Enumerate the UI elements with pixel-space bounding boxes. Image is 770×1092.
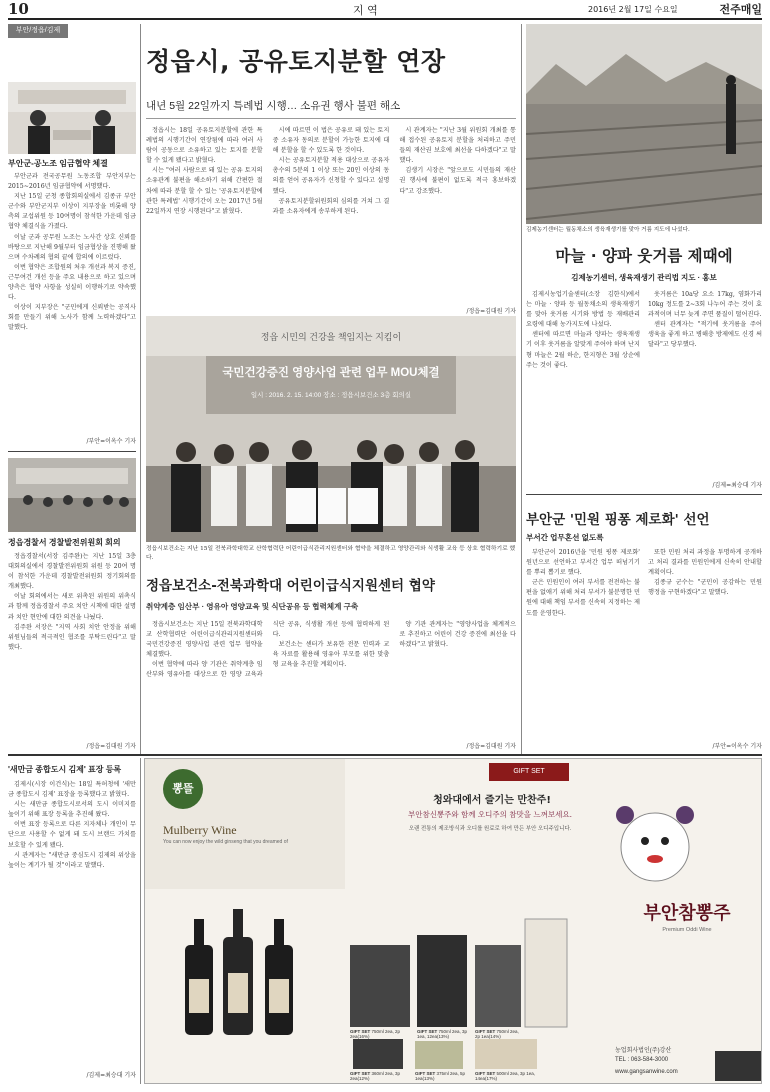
- page-header: [8, 0, 762, 20]
- wine-english-name: Mulberry Wine: [163, 823, 237, 837]
- police-meeting-photo: [8, 458, 136, 532]
- company-name: 농업회사법인(주)강산: [615, 1048, 672, 1054]
- story5-body: 부안군이 2016년을 '민원 핑퐁 제로화' 원년으로 선언하고 부서간 업무 떠넘기기를 뿌리 뽑기로 했다. 군은 민원인이 여러 부서를 전전하는 불편을 없애기 위해 처리 부서가 불분명한 민원에 대해 책임 부서를 신속히 지정하는 제도를 운영한다. 또한 민원 처리 과정을 투명하게 공개하고 처리 결과를 민원인에게 신속히 안내할 계획이다. 김종규 군수는 "군민이 공감하는 민원 행정을 구현하겠다"고 말했다.: [526, 549, 762, 617]
- wine-advertisement: [144, 758, 762, 1084]
- wine-tagline: You can now enjoy the wild ginseng that you dreamed of: [163, 839, 288, 845]
- banner-title: 국민건강증진 영양사업 관련 업무 MOU체결: [222, 367, 440, 379]
- banner-top-text: 정읍 시민의 건강을 책임지는 지킴이: [260, 332, 402, 342]
- issue-date: 2016년 2월 17일 수요일: [588, 5, 678, 14]
- product-spec-label: GIFT SET 750ml 2ea, 3p 1ea, 12ea(13%): [417, 1029, 468, 1039]
- main-story-byline: /정읍=김대원 기자: [466, 308, 516, 315]
- gift-set-ribbon: GIFT SET: [489, 763, 569, 781]
- product-spec-label: GIFT SET 360ml 2ea, 3p 2ea(12%): [350, 1071, 401, 1081]
- brand-logo: 뽕뜰: [163, 769, 203, 809]
- divider: [526, 494, 762, 495]
- section-divider: [8, 754, 762, 756]
- website-link[interactable]: www.gangsanwine.com: [615, 1069, 678, 1075]
- divider: [146, 118, 516, 119]
- field-photo-caption: 김제농기센터는 월동채소의 생육재생기를 맞아 거름 지도에 나섰다.: [526, 227, 690, 233]
- labor-agreement-photo: [8, 82, 136, 154]
- ad-headline: 청와대에서 즐기는 만찬주!: [433, 795, 551, 806]
- brand-english: Premium Oddi Wine: [662, 927, 712, 933]
- story3-byline: /정읍=김대원 기자: [466, 743, 516, 750]
- masthead: 전주매일: [719, 3, 762, 16]
- column-rule: [140, 24, 141, 754]
- sidebar-story1-byline: /부안=이옥수 기자: [86, 438, 136, 445]
- story3-subhead: 취약계층 임산부 · 영유아 영양교육 및 식단공유 등 협력체계 구축: [146, 602, 359, 611]
- story5-byline: /부안=이옥수 기자: [712, 743, 762, 750]
- story3-headline: 정읍보건소-전북과학대 어린이급식지원센터 협약: [146, 578, 435, 594]
- main-subhead: 내년 5월 22일까지 특례법 시행… 소유권 행사 불편 해소: [146, 100, 401, 112]
- section-tag: 부안/정읍/김제: [8, 24, 68, 38]
- sidebar-story1-caption: 부안군-공노조 임금협약 체결: [8, 159, 108, 168]
- section-title: 지 역: [353, 4, 378, 17]
- field-fertilizer-photo: [526, 24, 762, 224]
- product-spec-label: GIFT SET 500ml 2ea, 3p 1ea, 14ea(17%): [475, 1071, 536, 1081]
- sidebar-story2-byline: /정읍=김대원 기자: [86, 743, 136, 750]
- calligraphy-brand: 부안참뽕주: [643, 903, 731, 924]
- main-headline: 정읍시, 공유토지분할 연장: [146, 47, 446, 76]
- phone-number: TEL : 063-584-3000: [615, 1057, 669, 1063]
- story4-body: 김제시농업기술센터(소장 김한식)에서는 마늘 · 양파 등 월동채소의 생육재생기를 맞아 웃거름 시기와 방법 등 재배관리 요령에 대해 농가지도에 나섰다. 센터에 따르면 마늘과 양파는 생육재생기 이후 웃거름을 알맞게 주어야 하며 난지형 마늘은 2월 하순, 한지형은 3월 상순에 주는 것이 좋다. 웃거름은 10a당 요소 17kg, 염화가리 10kg 정도를 2~3회 나누어 주는 것이 효과적이며 너무 늦게 주면 품질이 떨어진다. 센터 관계자는 "적기에 웃거름을 주어 생육을 좋게 하고 병해충 방제에도 신경 써 달라"고 당부했다.: [526, 291, 762, 369]
- story6-byline: /김제=최승대 기자: [86, 1072, 136, 1079]
- sidebar-story2-body: 정읍경찰서(서장 김주완)는 지난 15일 3층 대회의실에서 경찰발전위원회 위원 등 20여 명이 참석한 가운데 경찰발전위원회 정기회의를 개최했다. 이날 회의에서는 새로 위촉된 위원의 위촉식과 함께 정읍경찰서 주요 치안 시책에 대한 설명과 치안 현안에 대한 의견을 나눴다. 김주완 서장은 "지역 사회 치안 안정을 위해 위원님들의 적극적인 협조를 부탁드린다"고 말했다.: [8, 553, 136, 651]
- product-spec-label: GIFT SET 750ml 2ea, 2p 1ea(14%): [475, 1029, 519, 1039]
- main-story-body: 정읍시는 18일 공유토지분할에 관한 특례법의 시행기간이 연장됨에 따라 여러 사람이 공동으로 소유하고 있는 토지를 분할할 수 있게 됐다고 밝혔다. 시는 "여러 사람으로 돼 있는 공유 토지의 소유관계 불편을 해소하기 위해 간편한 절차에 따라 분할 할 수 있는 '공유토지분할에 관한 특례법' 시행기간이 오는 2017년 5월 22일까지 연장 시행된다"고 밝혔다. 시에 따르면 이 법은 공유로 돼 있는 토지 중 소유자 동의로 분할이 가능한 토지에 대해 분할을 할 수 있도록 한 것이다. 시는 공유토지분할 적용 대상으로 공유자 총수의 5분의 1 이상 또는 20인 이상의 동의를 얻어 공유자가 신청할 수 있다고 설명했다. 공유토지분할위원회의 심의를 거쳐 그 결과를 소유자에게 송부하게 된다. 시 관계자는 "지난 3월 위원회 개최를 통해 접수된 공유토지 분할을 처리하고 주민들의 재산권 보호에 최선을 다하겠다"고 말했다. 김생기 시장은 "앞으로도 시민들의 재산권 행사에 불편이 없도록 적극 홍보하겠다"고 강조했다.: [146, 127, 516, 215]
- story4-headline: 마늘 · 양파 웃거름 제때에: [555, 247, 733, 265]
- story6-body: 김제시(시장 이건식)는 18일 특허청에 '새만금 종합도시 김제' 표장을 등록했다고 밝혔다. 시는 새만금 종합도시로서의 도시 이미지를 높이기 위해 표장 등록을 추진해 왔다. 이번 표장 등록으로 다른 지자체나 개인이 무단으로 사용할 수 없게 돼 도시 브랜드 가치를 보호할 수 있게 됐다. 시 관계자는 "새만금 중심도시 김제의 위상을 높이는 계기가 될 것"이라고 말했다.: [8, 781, 136, 869]
- column-rule: [140, 758, 141, 1084]
- ad-subline: 부안참신뽕주와 함께 오디주의 참맛을 느껴보세요.: [407, 810, 573, 819]
- story5-subhead: 부서간 업무혼선 없도록: [526, 533, 604, 542]
- story4-byline: /김제=최승대 기자: [712, 482, 762, 489]
- divider: [8, 451, 136, 452]
- product-spec-label: GIFT SET 375ml 2ea, 5p 1ea(13%): [415, 1071, 466, 1081]
- story5-headline: 부안군 '민원 핑퐁 제로화' 선언: [526, 512, 710, 528]
- story4-subhead: 김제농기센터, 생육재생기 관리법 지도 · 홍보: [571, 273, 717, 282]
- product-spec-label: GIFT SET 750ml 2ea, 2p 2ea(16%): [350, 1029, 401, 1039]
- sidebar-story1-body: 부안군과 전국공무원 노동조합 부안지부는 2015~2016년 임금협약에 서명했다. 지난 15일 군청 종합회의실에서 김종규 부안군수와 부안군지부 이상이 지부장을 비롯해 양 측의 교섭위원 등 10여명이 참석한 가운데 임금협약 체결식을 가졌다. 이날 군과 공무원 노조는 노사간 상호 신뢰를 바탕으로 지난해 9월부터 임금협상을 진행해 왔으며 수차례의 협의 끝에 합의에 이르렀다. 이번 협약은 조합원의 처우 개선과 복지 증진, 근무여건 개선 등을 주요 내용으로 하고 있으며 양측은 협약 사항을 성실히 이행하기로 약속했다. 이상이 지부장은 "군민에게 신뢰받는 공직사회를 만들기 위해 노사가 함께 노력하겠다"고 말했다.: [8, 173, 136, 332]
- mou-photo-caption: 정읍시보건소는 지난 15일 전북과학대학교 산학협력단 어린이급식관리지원센터와 협약을 체결하고 영양관리와 식생활 교육 등 상호 협력하기로 했다.: [146, 546, 516, 561]
- story3-body: 정읍시보건소는 지난 15일 전북과학대학교 산학협력단 어린이급식관리지원센터와 국민건강증진 영양사업 관련 업무 협약을 체결했다. 이번 협약에 따라 양 기관은 취약계층 임산부와 영유아를 대상으로 한 영양 교육과 식단 공유, 식생활 개선 등에 협력하게 된다. 보건소는 센터가 보유한 전문 인력과 교육 자료를 활용해 영유아 부모를 위한 맞춤형 교육을 추진할 계획이다. 양 기관 관계자는 "영양사업을 체계적으로 추진하고 어린이 건강 증진에 최선을 다하겠다"고 밝혔다.: [146, 621, 516, 679]
- banner-subtitle: 일시 : 2016. 2. 15. 14:00 장소 : 정읍시보건소 3층 회의실: [250, 392, 412, 399]
- story6-headline: '새만금 종합도시 김제' 표장 등록: [8, 765, 122, 774]
- column-rule: [521, 24, 522, 754]
- sidebar-story2-caption: 정읍경찰서 경찰발전위원회 회의: [8, 538, 121, 547]
- page-number: 10: [8, 0, 29, 18]
- ad-description: 오랜 전통의 제조방식과 오디를 원료로 하여 만든 부안 오디주입니다.: [408, 826, 572, 832]
- mou-signing-photo: [146, 316, 516, 542]
